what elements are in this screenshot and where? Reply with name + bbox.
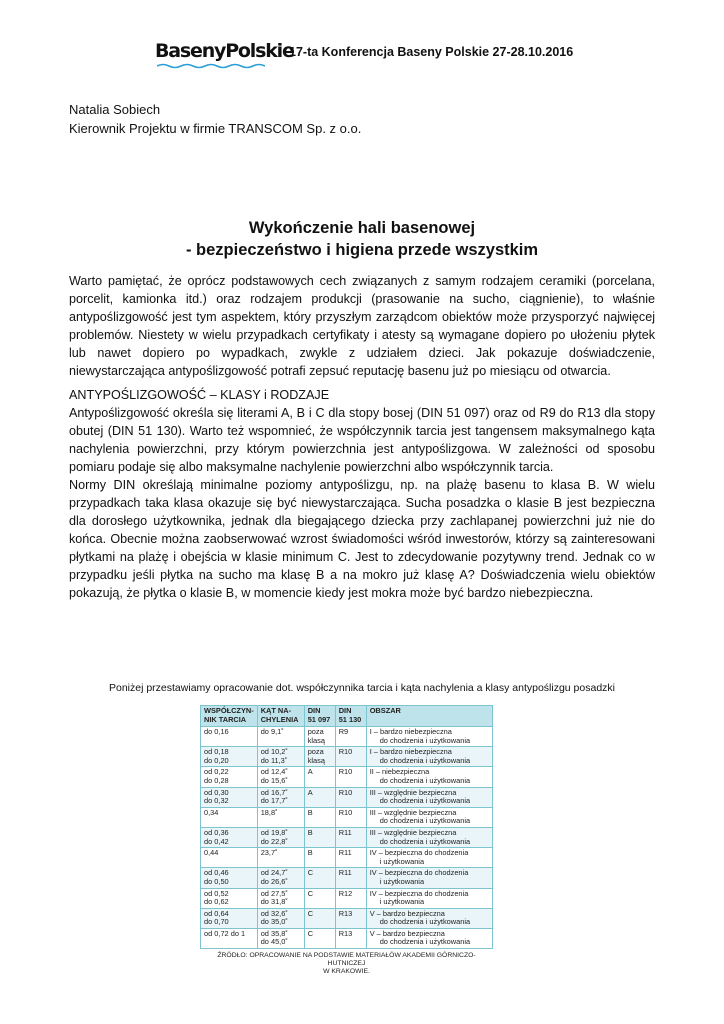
baseny-polskie-logo [155,40,294,62]
cell-din-51097: B [304,848,335,868]
cell-area: IV – bezpieczna do chodzenia i użytkowania [366,888,492,908]
cell-din-51130: R13 [335,908,366,928]
table-caption: Poniżej przestawiamy opracowanie dot. współczynnika tarcia i kąta nachylenia a klasy antypoślizgu posadzki [108,682,615,694]
cell-coefficient: do 0,16 [201,727,258,747]
cell-angle: od 27,5˚ do 31,8˚ [257,888,304,908]
cell-angle: od 10,2˚ do 11,3˚ [257,747,304,767]
cell-coefficient: 0,34 [201,807,258,827]
cell-din-51130: R10 [335,747,366,767]
cell-angle: od 19,8˚ do 22,8˚ [257,827,304,847]
cell-area: IV – bezpieczna do chodzenia i użytkowania [366,848,492,868]
cell-din-51097: poza klasą [304,727,335,747]
cell-coefficient: 0,44 [201,848,258,868]
cell-area: V – bardzo bezpieczna do chodzenia i użytkowania [366,928,492,948]
cell-coefficient: od 0,18 do 0,20 [201,747,258,767]
cell-din-51097: B [304,807,335,827]
header-area: OBSZAR [366,706,492,727]
source-line-2: W KRAKOWIE. [323,968,370,976]
cell-area: IV – bezpieczna do chodzenia i użytkowania [366,868,492,888]
table-row [201,888,493,908]
header-coefficient: WSPÓŁCZYN- NIK TARCIA [201,706,258,727]
table-row [201,727,493,747]
intro-paragraph: Warto pamiętać, że oprócz podstawowych cech związanych z samym rodzajem ceramiki (porcelana, porcelit, kamionka itd.) oraz rodzajem produkcji (prasowanie na sucho, ciągnienie), to właśnie antypoślizgowość jest tym aspektem, który przyszłym zarządcom obiektów może przysporzyć najwięcej problemów. Niestety w wielu przypadkach certyfikaty i atesty są wymagane dopiero po ułożeniu płytek lub nawet dopiero po wypadkach, zwykle z udziałem dzieci. Jak pokazuje doświadczenie, niewystarczająca antypoślizgowość potrafi zepsuć reputację basenu już po miesiącu od otwarcia. [69,274,655,378]
cell-coefficient: od 0,64 do 0,70 [201,908,258,928]
header-angle: KĄT NA- CHYLENIA [257,706,304,727]
header-din-51097: DIN 51 097 [304,706,335,727]
cell-coefficient: od 0,46 do 0,50 [201,868,258,888]
article-body [69,272,655,602]
cell-din-51097: C [304,928,335,948]
section-heading: ANTYPOŚLIZGOWOŚĆ – KLASY i RODZAJE [69,388,330,402]
paragraph-din-norms: Normy DIN określają minimalne poziomy antypoślizgu, np. na plażę basenu to klasa B. W wielu przypadkach taka klasa okazuje się być niewystarczająca. Sucha posadzka o klasie B jest bezpieczna dla dorosłego użytkownika, jednak dla biegającego dziecka przy zachlapanej powierzchni już nie do końca. Obecnie można zaobserwować wzrost świadomości wśród inwestorów, którzy są zainteresowani płytkami na plażę i obejścia w klasie minimum C. Jest to zdecydowanie pozytywny trend. Jednak co w przypadku jeśli płytka na sucho ma klasę B a na mokro już klasę A? Doświadczenia wielu obiektów pokazują, że płytka o klasie B, w momencie kiedy jest mokra może być bardzo niebezpieczna. [69,478,655,600]
cell-din-51130: R10 [335,807,366,827]
table-source [200,952,493,976]
cell-angle: 23,7˚ [257,848,304,868]
cell-angle: od 12,4˚ do 15,6˚ [257,767,304,787]
cell-din-51097: A [304,767,335,787]
cell-din-51130: R13 [335,928,366,948]
cell-din-51130: R11 [335,848,366,868]
table-row [201,848,493,868]
header-din-51130: DIN 51 130 [335,706,366,727]
cell-angle: do 9,1˚ [257,727,304,747]
cell-din-51130: R9 [335,727,366,747]
cell-area: V – bardzo bezpieczna do chodzenia i użytkowania [366,908,492,928]
cell-din-51130: R10 [335,787,366,807]
author-position: Kierownik Projektu w firmie TRANSCOM Sp. z o.o. [69,121,362,136]
cell-din-51097: B [304,827,335,847]
cell-area: II – niebezpieczna do chodzenia i użytkowania [366,767,492,787]
cell-area: III – względnie bezpieczna do chodzenia i użytkowania [366,787,492,807]
cell-din-51097: poza klasą [304,747,335,767]
cell-din-51130: R11 [335,868,366,888]
cell-angle: 18,8˚ [257,807,304,827]
slip-resistance-table [200,705,493,949]
cell-din-51130: R12 [335,888,366,908]
cell-coefficient: od 0,36 do 0,42 [201,827,258,847]
cell-coefficient: od 0,72 do 1 [201,928,258,948]
conference-title: 17-ta Konferencja Baseny Polskie 27-28.10.2016 [289,45,574,59]
cell-angle: od 32,6˚ do 35,0˚ [257,908,304,928]
cell-din-51097: C [304,888,335,908]
source-line-1: ŹRÓDŁO: OPRACOWANIE NA PODSTAWIE MATERIAŁÓW AKADEMII GÓRNICZO-HUTNICZEJ [217,952,476,968]
table-row [201,747,493,767]
cell-angle: od 16,7˚ do 17,7˚ [257,787,304,807]
table-row [201,868,493,888]
cell-din-51130: R11 [335,827,366,847]
cell-coefficient: od 0,30 do 0,32 [201,787,258,807]
table-row [201,767,493,787]
cell-coefficient: od 0,52 do 0,62 [201,888,258,908]
logo-wave-icon [157,63,265,69]
cell-din-51097: C [304,868,335,888]
table-row [201,928,493,948]
title-line-2: - bezpieczeństwo i higiena przede wszystkim [185,241,539,259]
cell-area: III – względnie bezpieczna do chodzenia i użytkowania [366,807,492,827]
author-block [69,100,361,138]
paragraph-classes: Antypoślizgowość określa się literami A, B i C dla stopy bosej (DIN 51 097) oraz od R9 do R13 dla stopy obutej (DIN 51 130). Warto też wspomnieć, że współczynnik tarcia jest tangensem maksymalnego kąta nachylenia powierzchni, przy którym powierzchnia jest antypoślizgowa. W zależności od sposobu pomiaru podaje się albo maksymalne nachylenie powierzchni albo współczynnik tarcia. [69,406,655,474]
title-line-1: Wykończenie hali basenowej [248,219,476,237]
cell-angle: od 35,8˚ do 45,0˚ [257,928,304,948]
cell-coefficient: od 0,22 do 0,28 [201,767,258,787]
table-row [201,787,493,807]
cell-area: III – względnie bezpieczna do chodzenia i użytkowania [366,827,492,847]
page-header [155,40,635,72]
cell-area: I – bardzo niebezpieczna do chodzenia i użytkowania [366,747,492,767]
logo-text: BasenyPolskie [155,40,294,62]
slip-resistance-table-block [200,705,493,976]
author-name: Natalia Sobiech [69,102,161,117]
document-title [0,217,724,261]
table-row [201,827,493,847]
table-header-row [201,706,493,727]
cell-area: I – bardzo niebezpieczna do chodzenia i użytkowania [366,727,492,747]
table-row [201,807,493,827]
cell-din-51097: C [304,908,335,928]
cell-din-51097: A [304,787,335,807]
cell-angle: od 24,7˚ do 26,6˚ [257,868,304,888]
cell-din-51130: R10 [335,767,366,787]
table-row [201,908,493,928]
